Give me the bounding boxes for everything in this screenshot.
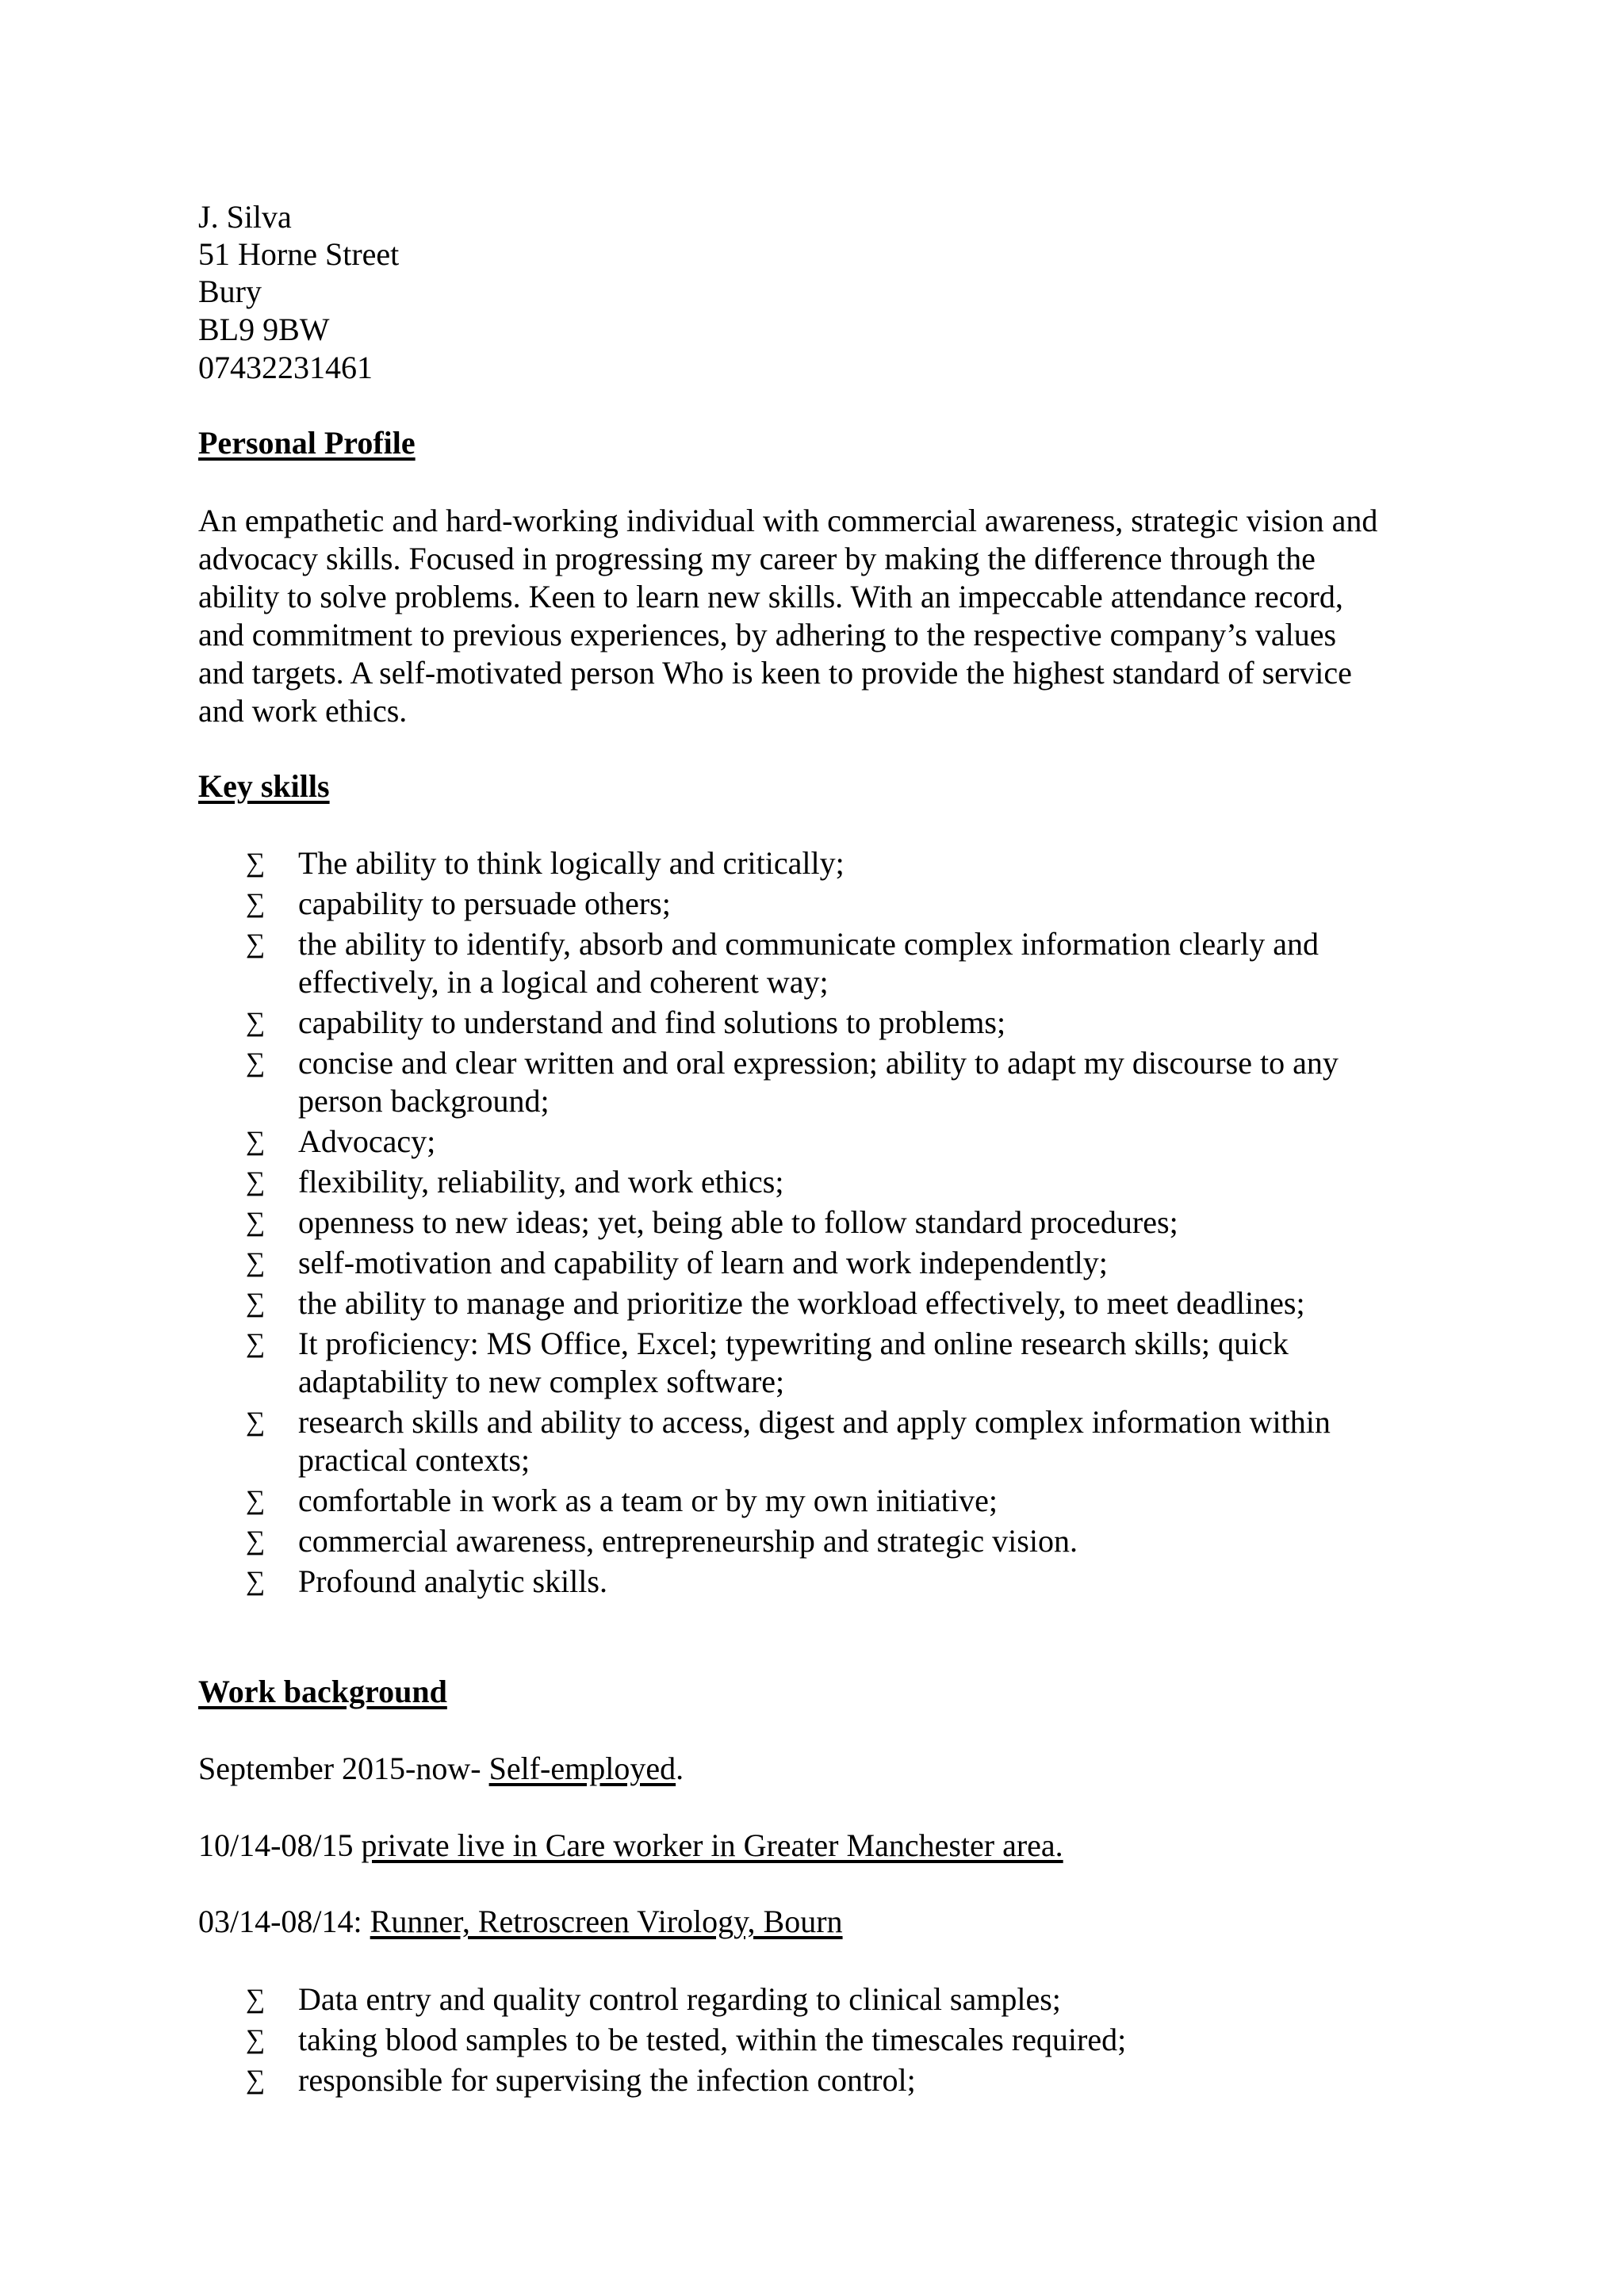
duty-item-text: taking blood samples to be tested, within the timescales required; [298, 2022, 1127, 2057]
work-entry-period: September 2015-now- [198, 1751, 489, 1786]
bullet-sigma-icon: ∑ [246, 889, 266, 918]
skill-item-text: flexibility, reliability, and work ethics; [298, 1164, 784, 1200]
bullet-sigma-icon: ∑ [246, 1207, 266, 1237]
work-entry-suffix: . [676, 1751, 684, 1786]
bullet-sigma-icon: ∑ [246, 848, 266, 878]
contact-town: Bury [198, 274, 262, 309]
skill-item-text: The ability to think logically and critically; [298, 845, 845, 881]
skill-item-text: person background; [298, 1083, 550, 1119]
skill-item-text: It proficiency: MS Office, Excel; typewriting and online research skills; quick [298, 1326, 1289, 1361]
bullet-sigma-icon: ∑ [246, 1048, 266, 1077]
work-entry [198, 1750, 684, 1788]
skill-item-text: comfortable in work as a team or by my own initiative; [298, 1483, 998, 1518]
skill-item-text: concise and clear written and oral expression; ability to adapt my discourse to any [298, 1045, 1339, 1081]
bullet-sigma-icon: ∑ [246, 1407, 266, 1437]
bullet-sigma-icon: ∑ [246, 1486, 266, 1515]
skill-item-text: capability to understand and find solutions to problems; [298, 1004, 1006, 1040]
bullet-sigma-icon: ∑ [246, 1329, 266, 1358]
skills-heading: Key skills [198, 768, 330, 804]
profile-line: and targets. A self-motivated person Who is keen to provide the highest standard of service [198, 655, 1352, 691]
bullet-sigma-icon: ∑ [246, 1984, 266, 2014]
cv-page [198, 0, 1467, 2296]
skill-item-text: adaptability to new complex software; [298, 1364, 785, 1399]
skill-item-text: commercial awareness, entrepreneurship and strategic vision. [298, 1523, 1078, 1559]
skill-item-text: capability to persuade others; [298, 886, 671, 921]
work-entry-role: Runner, Retroscreen Virology, Bourn [370, 1904, 843, 1939]
contact-postcode: BL9 9BW [198, 312, 330, 347]
work-entry-role: private live in Care worker in Greater Manchester area. [361, 1827, 1063, 1863]
profile-line: and work ethics. [198, 693, 408, 729]
bullet-sigma-icon: ∑ [246, 1248, 266, 1277]
skill-item-text: the ability to manage and prioritize the workload effectively, to meet deadlines; [298, 1285, 1305, 1321]
bullet-sigma-icon: ∑ [246, 1567, 266, 1596]
skill-item-text: practical contexts; [298, 1442, 530, 1478]
bullet-sigma-icon: ∑ [246, 2065, 266, 2095]
contact-phone: 07432231461 [198, 350, 373, 385]
skill-item-text: Advocacy; [298, 1123, 436, 1159]
work-entry-role: Self-employed [488, 1751, 676, 1786]
duty-item-text: responsible for supervising the infection control; [298, 2062, 916, 2098]
profile-heading: Personal Profile [198, 425, 416, 461]
profile-line: An empathetic and hard-working individual with commercial awareness, strategic vision and [198, 503, 1378, 538]
bullet-sigma-icon: ∑ [246, 929, 266, 959]
work-entry-period: 10/14-08/15 [198, 1827, 362, 1863]
bullet-sigma-icon: ∑ [246, 1167, 266, 1196]
contact-name: J. Silva [198, 199, 292, 235]
bullet-sigma-icon: ∑ [246, 1288, 266, 1318]
bullet-sigma-icon: ∑ [246, 1127, 266, 1156]
profile-line: advocacy skills. Focused in progressing my career by making the difference through the [198, 541, 1316, 576]
skill-item-text: effectively, in a logical and coherent way; [298, 964, 829, 1000]
profile-line: ability to solve problems. Keen to learn new skills. With an impeccable attendance record, [198, 579, 1343, 614]
skill-item-text: research skills and ability to access, digest and apply complex information within [298, 1404, 1331, 1440]
skill-item-text: openness to new ideas; yet, being able to follow standard procedures; [298, 1204, 1178, 1240]
skill-item-text: the ability to identify, absorb and communicate complex information clearly and [298, 926, 1320, 962]
work-entry [198, 1903, 843, 1941]
profile-line: and commitment to previous experiences, by adhering to the respective company’s values [198, 617, 1337, 652]
bullet-sigma-icon: ∑ [246, 1008, 266, 1037]
bullet-sigma-icon: ∑ [246, 2025, 266, 2054]
duty-item-text: Data entry and quality control regarding to clinical samples; [298, 1981, 1061, 2017]
contact-street: 51 Horne Street [198, 236, 400, 272]
work-entry-period: 03/14-08/14: [198, 1904, 370, 1939]
skill-item-text: self-motivation and capability of learn and work independently; [298, 1245, 1108, 1280]
skill-item-text: Profound analytic skills. [298, 1563, 607, 1599]
bullet-sigma-icon: ∑ [246, 1526, 266, 1556]
work-heading: Work background [198, 1674, 447, 1709]
work-entry [198, 1827, 1063, 1865]
